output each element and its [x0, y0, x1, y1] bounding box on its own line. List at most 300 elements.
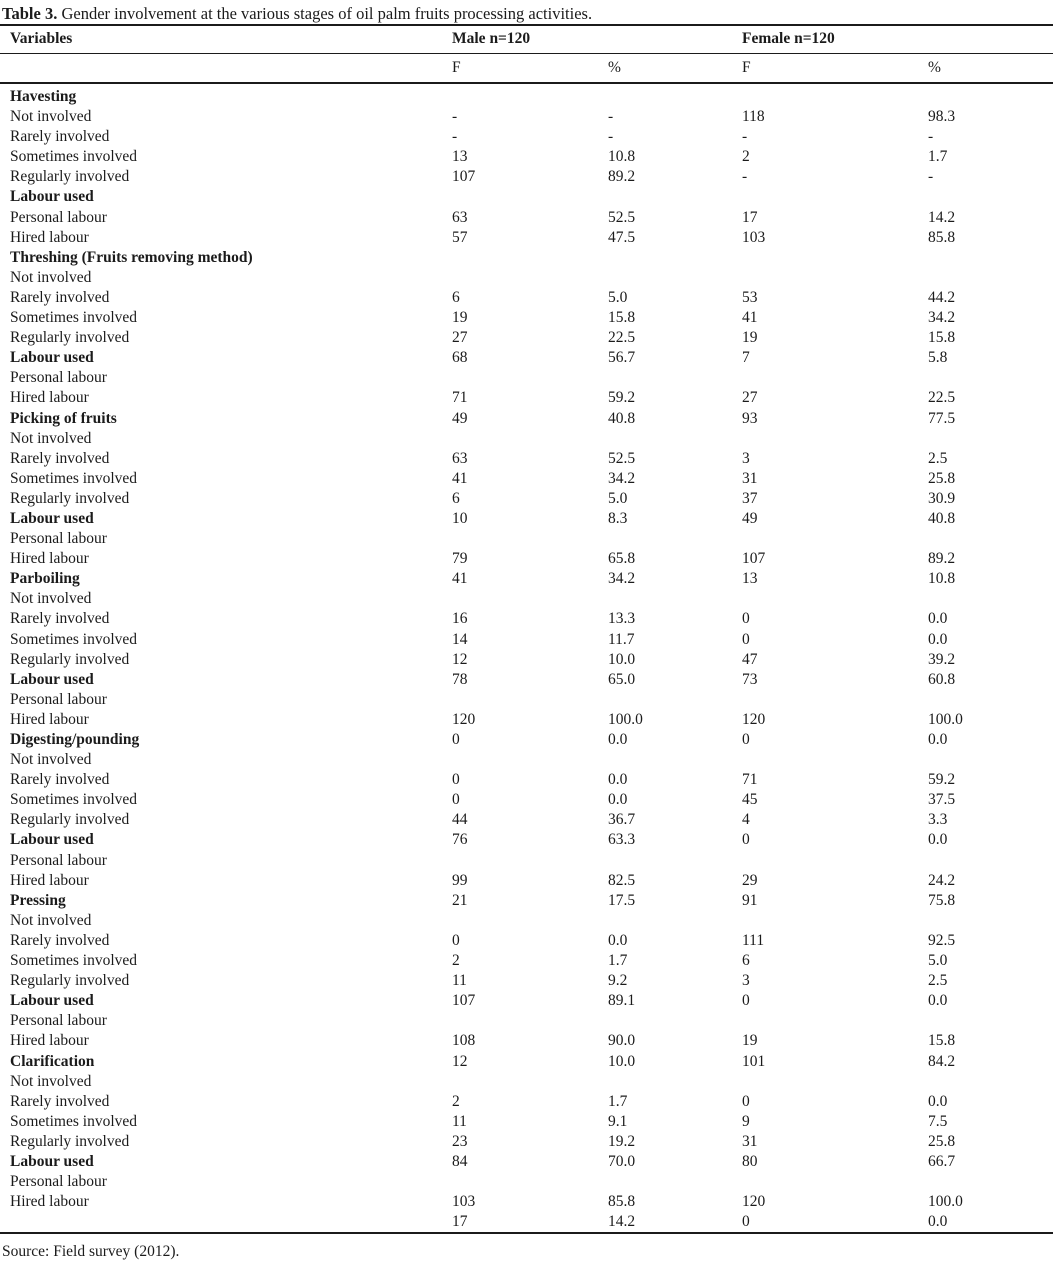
female-pct-value: 85.8: [928, 228, 956, 246]
female-f-value: 0: [742, 831, 750, 849]
row-label: [0, 1212, 442, 1233]
row-label: Personal labour: [10, 851, 107, 869]
female-pct-value: 39.2: [928, 650, 956, 668]
table-row: [0, 630, 1053, 650]
male-f-value: [442, 1072, 598, 1092]
subheader-female-pct: %: [928, 58, 941, 76]
row-label: Regularly involved: [10, 489, 130, 507]
male-pct-value: 0.0: [608, 771, 628, 789]
female-pct-value: 89.2: [928, 550, 956, 568]
male-pct-value: 1.7: [608, 952, 628, 970]
female-f-value: 37: [742, 489, 758, 507]
female-f-value: [732, 589, 918, 609]
male-f-value: [442, 429, 598, 449]
female-f-value: 2: [742, 148, 750, 166]
male-f-value: 6: [452, 288, 460, 306]
row-label: Rarely involved: [10, 931, 110, 949]
male-f-value: 11: [452, 1112, 467, 1130]
female-pct-value: [918, 589, 1053, 609]
male-f-value: 0: [452, 771, 460, 789]
female-f-value: 49: [742, 509, 758, 527]
row-label: Hired labour: [10, 1193, 89, 1211]
male-f-value: 79: [452, 550, 468, 568]
table-row: [0, 730, 1053, 750]
table-row: [0, 449, 1053, 469]
male-pct-value: 1.7: [608, 1092, 628, 1110]
female-pct-value: 66.7: [928, 1152, 956, 1170]
table-row: [0, 529, 1053, 549]
female-f-value: [732, 690, 918, 710]
male-f-value: 44: [452, 811, 468, 829]
female-f-value: 29: [742, 871, 758, 889]
table-row: [0, 790, 1053, 810]
table-row: [0, 931, 1053, 951]
male-f-value: 103: [452, 1193, 476, 1211]
female-f-value: [732, 750, 918, 770]
row-label: Picking of fruits: [10, 409, 117, 427]
female-pct-value: 15.8: [928, 1032, 956, 1050]
table-row: [0, 348, 1053, 368]
table-row: [0, 911, 1053, 931]
female-pct-value: 2.5: [928, 972, 948, 990]
female-f-value: 4: [742, 811, 750, 829]
male-pct-value: 10.8: [608, 148, 636, 166]
male-pct-value: 19.2: [608, 1132, 636, 1150]
male-pct-value: [598, 690, 732, 710]
row-label: Sometimes involved: [10, 1112, 138, 1130]
male-f-value: [442, 368, 598, 388]
table-row: [0, 569, 1053, 589]
table-row: [0, 368, 1053, 388]
male-pct-value: [598, 429, 732, 449]
row-label: Regularly involved: [10, 168, 130, 186]
male-f-value: 23: [452, 1132, 468, 1150]
table-row: [0, 871, 1053, 891]
table-row: [0, 1212, 1053, 1233]
male-pct-value: 11.7: [608, 630, 635, 648]
table-row: [0, 971, 1053, 991]
row-label: Rarely involved: [10, 1092, 110, 1110]
row-label: Pressing: [10, 891, 66, 909]
male-f-value: 76: [452, 831, 468, 849]
female-pct-value: [918, 690, 1053, 710]
table-row: [0, 750, 1053, 770]
male-pct-value: 13.3: [608, 610, 636, 628]
male-pct-value: 63.3: [608, 831, 636, 849]
table-row: [0, 83, 1053, 107]
female-f-value: 7: [742, 349, 750, 367]
female-f-value: 0: [742, 1213, 750, 1231]
male-pct-value: 47.5: [608, 228, 636, 246]
female-f-value: 17: [742, 208, 758, 226]
table-row: [0, 1072, 1053, 1092]
table-row: [0, 1152, 1053, 1172]
male-f-value: -: [452, 128, 458, 146]
male-pct-value: [598, 911, 732, 931]
header-female: Female n=120: [742, 30, 835, 48]
row-label: Threshing (Fruits removing method): [10, 248, 253, 266]
table-row: [0, 388, 1053, 408]
table-row: [0, 1011, 1053, 1031]
table-row: [0, 710, 1053, 730]
male-pct-value: [598, 1072, 732, 1092]
male-f-value: 49: [452, 409, 468, 427]
male-f-value: [442, 851, 598, 871]
female-pct-value: 100.0: [928, 1193, 963, 1211]
male-f-value: [442, 750, 598, 770]
gender-involvement-table: [0, 24, 1053, 1234]
table-caption-label: Table 3.: [2, 4, 58, 23]
table-row: [0, 167, 1053, 187]
male-f-value: 107: [452, 992, 476, 1010]
male-f-value: 41: [452, 469, 468, 487]
female-f-value: 103: [742, 228, 766, 246]
male-f-value: [442, 690, 598, 710]
female-f-value: 0: [742, 610, 750, 628]
header-male: Male n=120: [452, 30, 531, 48]
table-row: [0, 1132, 1053, 1152]
row-label: Labour used: [10, 992, 94, 1010]
table-row: [0, 690, 1053, 710]
source-note: Source: Field survey (2012).: [2, 1243, 180, 1261]
female-pct-value: 0.0: [928, 1092, 948, 1110]
female-f-value: 73: [742, 670, 758, 688]
female-pct-value: 10.8: [928, 570, 956, 588]
female-pct-value: 1.7: [928, 148, 948, 166]
table-row: [0, 1052, 1053, 1072]
male-pct-value: 34.2: [608, 570, 636, 588]
row-label: Hired labour: [10, 550, 89, 568]
row-label: Digesting/pounding: [10, 731, 140, 748]
table-row: [0, 409, 1053, 429]
female-pct-value: 2.5: [928, 449, 948, 467]
male-f-value: 0: [452, 791, 460, 809]
table-caption: [0, 0, 1053, 24]
female-f-value: [732, 83, 918, 107]
female-f-value: 27: [742, 389, 758, 407]
male-f-value: 17: [452, 1213, 468, 1231]
male-f-value: 120: [452, 710, 476, 728]
row-label: Regularly involved: [10, 650, 130, 668]
female-pct-value: 92.5: [928, 931, 956, 949]
female-f-value: 80: [742, 1152, 758, 1170]
table-row: [0, 1112, 1053, 1132]
female-pct-value: 0.0: [928, 731, 948, 748]
table-row: [0, 589, 1053, 609]
female-pct-value: 0.0: [928, 610, 948, 628]
male-pct-value: [598, 750, 732, 770]
male-pct-value: 8.3: [608, 509, 628, 527]
female-pct-value: 24.2: [928, 871, 956, 889]
male-f-value: 0: [452, 931, 460, 949]
row-label: Hired labour: [10, 1032, 89, 1050]
female-pct-value: [918, 429, 1053, 449]
male-pct-value: 65.8: [608, 550, 636, 568]
male-f-value: 63: [452, 449, 468, 467]
male-f-value: [442, 529, 598, 549]
male-f-value: 10: [452, 509, 468, 527]
row-label: Sometimes involved: [10, 630, 138, 648]
row-label: Not involved: [10, 1072, 92, 1090]
row-label: Personal labour: [10, 1173, 107, 1191]
row-label: Rarely involved: [10, 449, 110, 467]
female-f-value: -: [742, 168, 748, 186]
row-label: Regularly involved: [10, 1132, 130, 1150]
row-label: Rarely involved: [10, 288, 110, 306]
female-pct-value: 14.2: [928, 208, 956, 226]
male-f-value: -: [452, 108, 458, 126]
female-f-value: 91: [742, 891, 758, 909]
table-row: [0, 991, 1053, 1011]
female-pct-value: 25.8: [928, 469, 956, 487]
male-f-value: [442, 911, 598, 931]
female-pct-value: 0.0: [928, 630, 948, 648]
male-f-value: 14: [452, 630, 468, 648]
male-f-value: 11: [452, 972, 467, 990]
male-f-value: 108: [452, 1032, 476, 1050]
table-subheader-row: [0, 53, 1053, 83]
female-f-value: [732, 851, 918, 871]
female-f-value: 31: [742, 1132, 758, 1150]
row-label: Personal labour: [10, 369, 107, 387]
table-row: [0, 308, 1053, 328]
row-label: Sometimes involved: [10, 952, 138, 970]
table-row: [0, 147, 1053, 167]
female-f-value: 0: [742, 630, 750, 648]
row-label: Not involved: [10, 590, 92, 608]
table-row: [0, 951, 1053, 971]
male-f-value: 12: [452, 1052, 468, 1070]
male-pct-value: 9.2: [608, 972, 628, 990]
female-pct-value: 25.8: [928, 1132, 956, 1150]
male-pct-value: [598, 268, 732, 288]
table-row: [0, 107, 1053, 127]
male-pct-value: 9.1: [608, 1112, 628, 1130]
male-f-value: 6: [452, 489, 460, 507]
table-row: [0, 208, 1053, 228]
female-pct-value: [918, 851, 1053, 871]
male-pct-value: 70.0: [608, 1152, 636, 1170]
male-pct-value: 82.5: [608, 871, 636, 889]
female-f-value: 31: [742, 469, 758, 487]
row-label: Sometimes involved: [10, 309, 138, 327]
male-f-value: [442, 1172, 598, 1192]
male-pct-value: [598, 368, 732, 388]
row-label: Labour used: [10, 509, 94, 527]
male-f-value: 71: [452, 389, 468, 407]
male-pct-value: 36.7: [608, 811, 636, 829]
female-f-value: 3: [742, 972, 750, 990]
male-pct-value: 52.5: [608, 208, 636, 226]
table-row: [0, 851, 1053, 871]
male-f-value: 2: [452, 952, 460, 970]
female-pct-value: 100.0: [928, 710, 963, 728]
female-f-value: 3: [742, 449, 750, 467]
female-pct-value: 98.3: [928, 108, 956, 126]
female-pct-value: [918, 529, 1053, 549]
male-pct-value: 40.8: [608, 409, 636, 427]
subheader-female-f: F: [742, 58, 751, 76]
male-pct-value: [598, 1172, 732, 1192]
table-body: [0, 83, 1053, 1233]
table-row: [0, 248, 1053, 268]
table-row: [0, 891, 1053, 911]
male-f-value: 19: [452, 309, 468, 327]
male-f-value: 13: [452, 148, 468, 166]
female-f-value: 0: [742, 1092, 750, 1110]
female-pct-value: 0.0: [928, 1213, 948, 1231]
female-f-value: 53: [742, 288, 758, 306]
female-pct-value: 77.5: [928, 409, 956, 427]
row-label: Labour used: [10, 670, 94, 688]
male-pct-value: 5.0: [608, 489, 628, 507]
table-row: [0, 650, 1053, 670]
male-pct-value: 14.2: [608, 1213, 636, 1231]
row-label: Rarely involved: [10, 771, 110, 789]
female-f-value: 101: [742, 1052, 766, 1070]
male-f-value: 99: [452, 871, 468, 889]
female-pct-value: [918, 1072, 1053, 1092]
male-f-value: 57: [452, 228, 468, 246]
male-pct-value: 10.0: [608, 1052, 636, 1070]
row-label: Sometimes involved: [10, 469, 138, 487]
female-pct-value: 0.0: [928, 992, 948, 1010]
table-row: [0, 127, 1053, 147]
female-pct-value: 3.3: [928, 811, 948, 829]
row-label: Labour used: [10, 831, 94, 849]
female-f-value: 93: [742, 409, 758, 427]
female-pct-value: -: [928, 128, 934, 146]
female-f-value: 9: [742, 1112, 750, 1130]
table-row: [0, 609, 1053, 629]
male-pct-value: 56.7: [608, 349, 636, 367]
table-row: [0, 670, 1053, 690]
row-label: Not involved: [10, 268, 92, 286]
female-f-value: 41: [742, 309, 758, 327]
female-f-value: 107: [742, 550, 766, 568]
male-f-value: [442, 187, 598, 207]
row-label: Rarely involved: [10, 610, 110, 628]
female-pct-value: 22.5: [928, 389, 956, 407]
female-f-value: [732, 187, 918, 207]
male-pct-value: [598, 529, 732, 549]
table-row: [0, 268, 1053, 288]
male-f-value: 2: [452, 1092, 460, 1110]
row-label: Sometimes involved: [10, 148, 138, 166]
male-f-value: [442, 83, 598, 107]
male-pct-value: -: [608, 108, 614, 126]
female-f-value: 71: [742, 771, 758, 789]
female-f-value: [732, 429, 918, 449]
row-label: Not involved: [10, 911, 92, 929]
male-pct-value: 0.0: [608, 791, 628, 809]
table-row: [0, 549, 1053, 569]
female-f-value: 45: [742, 791, 758, 809]
female-f-value: 120: [742, 710, 766, 728]
table-row: [0, 830, 1053, 850]
male-pct-value: [598, 248, 732, 268]
row-label: Personal labour: [10, 690, 107, 708]
female-pct-value: [918, 368, 1053, 388]
female-pct-value: 15.8: [928, 329, 956, 347]
male-pct-value: 22.5: [608, 329, 636, 347]
female-pct-value: [918, 268, 1053, 288]
row-label: Regularly involved: [10, 329, 130, 347]
row-label: Hired labour: [10, 389, 89, 407]
female-pct-value: 75.8: [928, 891, 956, 909]
male-pct-value: 100.0: [608, 710, 643, 728]
male-pct-value: [598, 187, 732, 207]
male-pct-value: 89.1: [608, 992, 636, 1010]
row-label: Regularly involved: [10, 811, 130, 829]
male-pct-value: 90.0: [608, 1032, 636, 1050]
row-label: Labour used: [10, 188, 94, 206]
male-f-value: [442, 589, 598, 609]
table-row: [0, 1192, 1053, 1212]
male-f-value: 12: [452, 650, 468, 668]
male-pct-value: 85.8: [608, 1193, 636, 1211]
female-f-value: 0: [742, 731, 750, 748]
female-pct-value: 37.5: [928, 791, 956, 809]
female-pct-value: [918, 248, 1053, 268]
female-pct-value: 84.2: [928, 1052, 956, 1070]
row-label: Not involved: [10, 751, 92, 769]
row-label: Sometimes involved: [10, 791, 138, 809]
male-pct-value: -: [608, 128, 614, 146]
female-f-value: -: [742, 128, 748, 146]
female-f-value: 19: [742, 329, 758, 347]
male-f-value: 78: [452, 670, 468, 688]
male-pct-value: 52.5: [608, 449, 636, 467]
male-pct-value: 65.0: [608, 670, 636, 688]
table-row: [0, 429, 1053, 449]
female-pct-value: 44.2: [928, 288, 956, 306]
table-row: [0, 1172, 1053, 1192]
table-header-row: [0, 25, 1053, 53]
female-f-value: 13: [742, 570, 758, 588]
male-f-value: 16: [452, 610, 468, 628]
female-pct-value: [918, 187, 1053, 207]
male-f-value: 63: [452, 208, 468, 226]
female-f-value: 0: [742, 992, 750, 1010]
male-pct-value: 10.0: [608, 650, 636, 668]
header-variables: Variables: [10, 30, 73, 48]
female-f-value: 120: [742, 1193, 766, 1211]
female-f-value: [732, 368, 918, 388]
female-pct-value: 30.9: [928, 489, 956, 507]
male-f-value: [442, 1011, 598, 1031]
table-caption-text: Gender involvement at the various stages of oil palm fruits processing activities.: [57, 4, 593, 23]
male-pct-value: 15.8: [608, 309, 636, 327]
row-label: Hired labour: [10, 228, 89, 246]
female-f-value: [732, 1011, 918, 1031]
table-row: [0, 288, 1053, 308]
male-f-value: 84: [452, 1152, 468, 1170]
male-f-value: 41: [452, 570, 468, 588]
male-pct-value: 5.0: [608, 288, 628, 306]
row-label: Havesting: [10, 88, 77, 105]
female-pct-value: [918, 1011, 1053, 1031]
female-f-value: 111: [742, 931, 765, 949]
female-pct-value: 5.8: [928, 349, 948, 367]
female-f-value: 47: [742, 650, 758, 668]
female-pct-value: [918, 750, 1053, 770]
row-label: Not involved: [10, 108, 92, 126]
female-pct-value: [918, 83, 1053, 107]
female-pct-value: 34.2: [928, 309, 956, 327]
male-pct-value: 59.2: [608, 389, 636, 407]
female-pct-value: 7.5: [928, 1112, 948, 1130]
